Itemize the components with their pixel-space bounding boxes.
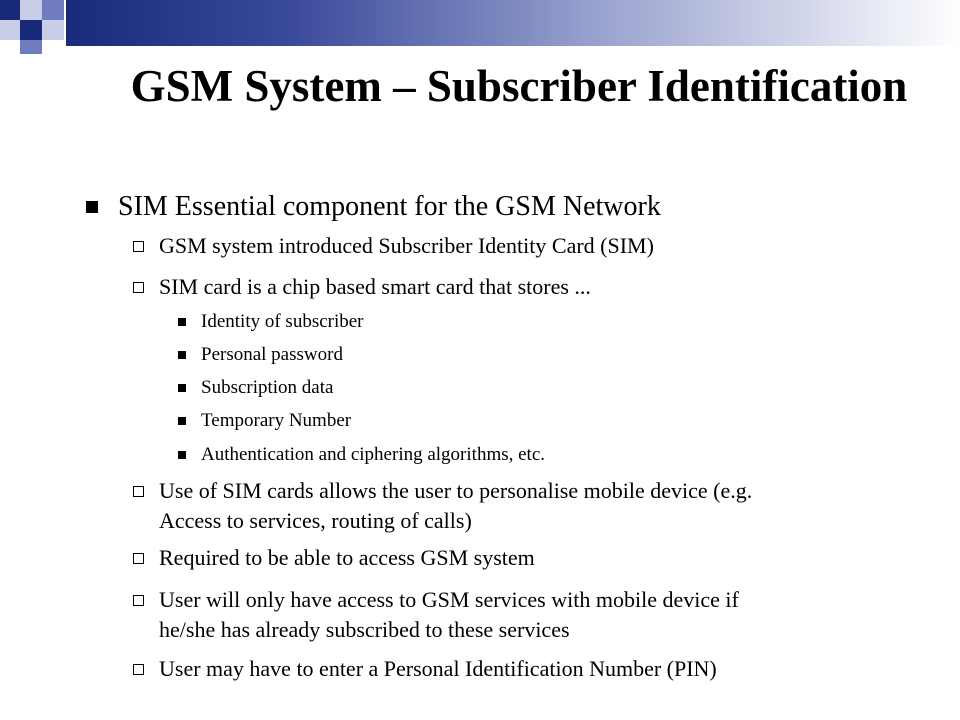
slide-title: GSM System – Subscriber Identification — [130, 61, 908, 111]
small-square-bullet-icon — [178, 318, 186, 326]
hollow-square-bullet-icon — [133, 241, 144, 252]
stored-item: Temporary Number — [201, 410, 352, 431]
sub-point-line: he/she has already subscribed to these services — [159, 617, 570, 642]
sub-point: SIM card is a chip based smart card that stores ... — [159, 274, 591, 299]
hollow-square-bullet-icon — [133, 595, 144, 606]
small-square-bullet-icon — [178, 384, 186, 392]
square-bullet-icon — [86, 201, 98, 213]
stored-item: Personal password — [201, 344, 343, 365]
small-square-bullet-icon — [178, 351, 186, 359]
hollow-square-bullet-icon — [133, 553, 144, 564]
main-bullet: SIM Essential component for the GSM Network — [118, 191, 661, 222]
sub-point-line: Required to be able to access GSM system — [159, 545, 535, 570]
hollow-square-bullet-icon — [133, 664, 144, 675]
sub-point-line: Access to services, routing of calls) — [159, 508, 472, 533]
sub-point: GSM system introduced Subscriber Identity Card (SIM) — [159, 233, 654, 258]
stored-item: Authentication and ciphering algorithms, etc. — [201, 444, 546, 465]
hollow-square-bullet-icon — [133, 486, 144, 497]
sub-point-line: User will only have access to GSM services with mobile device if — [159, 587, 739, 612]
small-square-bullet-icon — [178, 417, 186, 425]
sub-point-line: User may have to enter a Personal Identification Number (PIN) — [159, 656, 717, 681]
sub-point-line: Use of SIM cards allows the user to personalise mobile device (e.g. — [159, 478, 753, 503]
stored-item: Identity of subscriber — [201, 311, 364, 332]
hollow-square-bullet-icon — [133, 282, 144, 293]
small-square-bullet-icon — [178, 451, 186, 459]
stored-item: Subscription data — [201, 377, 334, 398]
